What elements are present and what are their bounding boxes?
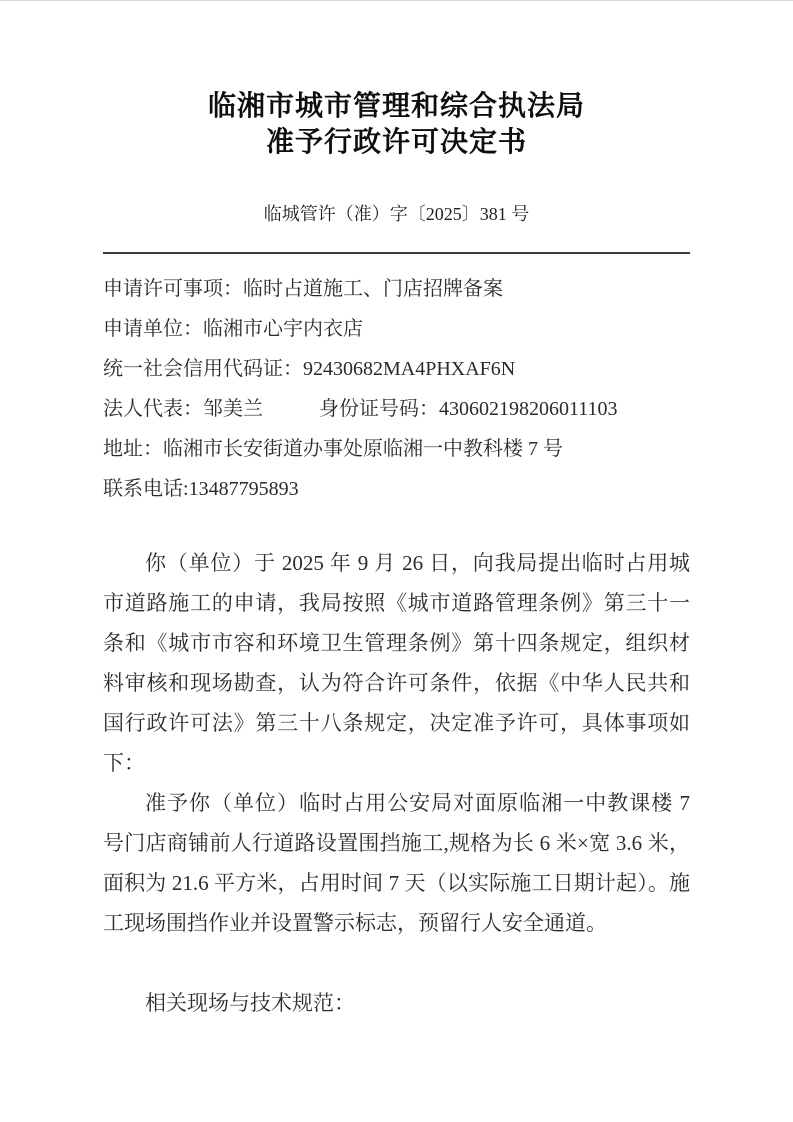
credit-code-value: 92430682MA4PHXAF6N [303, 358, 516, 380]
document-content [103, 1, 690, 1023]
paragraph-technical-specs-heading: 相关现场与技术规范： [145, 991, 355, 1015]
applicant-label: 申请单位： [103, 318, 203, 340]
credit-code-label: 统一社会信用代码证： [103, 358, 303, 380]
legal-rep-label: 法人代表： [103, 398, 203, 420]
field-row-phone [103, 469, 690, 509]
field-row-application-item [103, 269, 690, 309]
applicant-value: 临湘市心宇内衣店 [203, 318, 363, 340]
phone-value: 13487795893 [188, 478, 299, 500]
application-item-value: 临时占道施工、门店招牌备案 [243, 278, 503, 300]
application-item-label: 申请许可事项： [103, 278, 243, 300]
applicant-info-section [103, 269, 690, 509]
document-title-line1: 临湘市城市管理和综合执法局 [207, 91, 585, 122]
legal-rep-value: 邹美兰 [203, 398, 263, 420]
phone-label: 联系电话: [103, 478, 189, 500]
document-title [103, 1, 690, 161]
document-number: 临城管许（准）字〔2025〕381 号 [263, 204, 530, 224]
paragraph-application-review: 你（单位）于 2025 年 9 月 26 日，向我局提出临时占用城市道路施工的申请，我局按照《城市道路管理条例》第三十一条和《城市市容和环境卫生管理条例》第十四条规定，组织材料审核和现场勘查，认为符合许可条件，依据《中华人民共和国行政许可法》第三十八条规定，决定准予许可，具体事项如下： [103, 551, 690, 775]
decision-body-section [103, 543, 690, 1023]
paragraph-permit-details: 准予你（单位）临时占用公安局对面原临湘一中教课楼 7 号门店商铺前人行道路设置围挡施工,规格为长 6 米×宽 3.6 米，面积为 21.6 平方米，占用时间 7 天（以实际施工日期计起）。施工现场围挡作业并设置警示标志，预留行人安全通道。 [103, 791, 690, 935]
address-label: 地址： [103, 438, 163, 460]
field-row-applicant [103, 309, 690, 349]
address-value: 临湘市长安街道办事处原临湘一中教科楼 7 号 [163, 438, 563, 460]
header-separator-rule [103, 252, 690, 254]
id-card-label: 身份证号码： [319, 398, 439, 420]
field-row-legal-rep-and-id [103, 389, 690, 429]
field-row-credit-code [103, 349, 690, 389]
id-card-value: 430602198206011103 [439, 398, 618, 420]
field-row-address [103, 429, 690, 469]
document-title-line2: 准予行政许可决定书 [265, 127, 527, 158]
